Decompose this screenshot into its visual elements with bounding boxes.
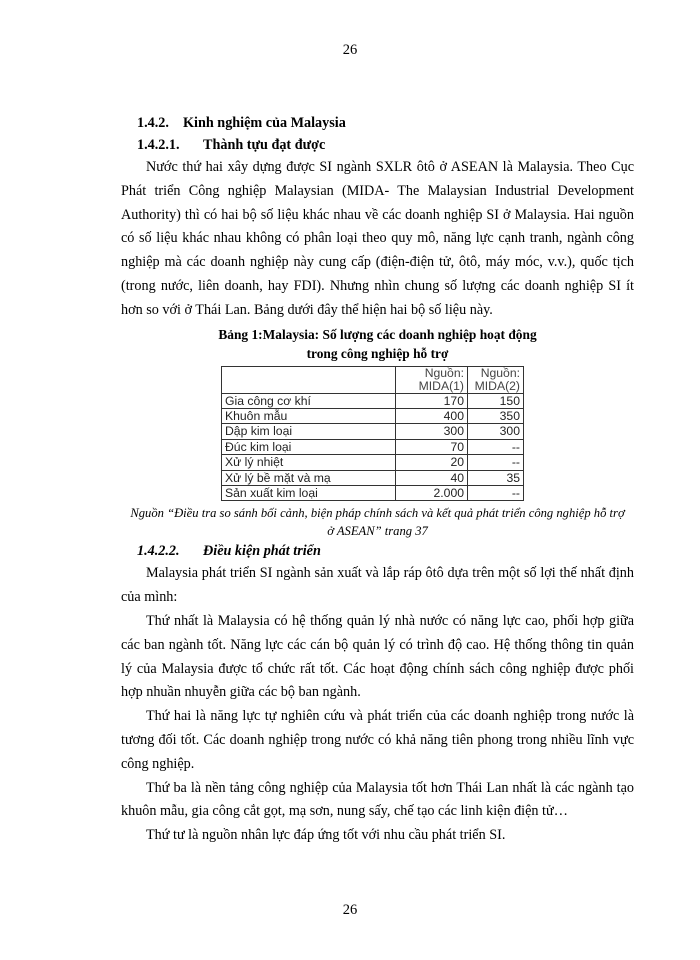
table-row	[222, 408, 524, 423]
footer-page-number: 26	[342, 902, 358, 918]
table-header-col1: Nguồn: MIDA(1)	[396, 366, 468, 393]
row-value-1: 400	[396, 408, 468, 423]
paragraph-2: Malaysia phát triển SI ngành sản xuất và lắp ráp ôtô dựa trên một số lợi thế nhất định của mình:	[121, 565, 634, 606]
section-title: Kinh nghiệm của Malaysia	[183, 115, 346, 131]
row-value-2: 300	[468, 424, 524, 439]
source-note-line-2: ở ASEAN” trang 37	[327, 524, 428, 539]
row-value-2: 350	[468, 408, 524, 423]
table-caption-line-2: trong công nghiệp hỗ trợ	[306, 346, 449, 362]
row-value-1: 2.000	[396, 486, 468, 501]
row-value-1: 170	[396, 393, 468, 408]
paragraph-3: Thứ nhất là Malaysia có hệ thống quản lý nhà nước có năng lực cao, phối hợp giữa các ban ngành tốt. Năng lực các cán bộ quản lý có trình độ cao. Hệ thống thông tin quản lý của Malaysia được tổ chức rất tốt. Các hoạt động chính sách công nghiệp được phối hợp nhuần nhuyễn giữa các bộ ban ngành.	[121, 613, 634, 701]
row-label: Gia công cơ khí	[222, 393, 396, 408]
row-label: Xử lý nhiệt	[222, 455, 396, 470]
row-value-2: --	[468, 455, 524, 470]
row-value-2: --	[468, 439, 524, 454]
subsection-heading-1	[137, 134, 634, 156]
table-header-col2: Nguồn: MIDA(2)	[468, 366, 524, 393]
section-number: 1.4.2.	[137, 115, 169, 131]
table-row	[222, 486, 524, 501]
header-page-number: 26	[342, 42, 358, 58]
subsection-2-title: Điều kiện phát triển	[203, 543, 321, 560]
row-value-1: 300	[396, 424, 468, 439]
row-label: Khuôn mẫu	[222, 408, 396, 423]
subsection-1-number: 1.4.2.1.	[137, 137, 180, 153]
row-label: Dập kim loại	[222, 424, 396, 439]
row-value-1: 20	[396, 455, 468, 470]
paragraph-4: Thứ hai là năng lực tự nghiên cứu và phát triển của các doanh nghiệp trong nước là tương đối tốt. Các doanh nghiệp trong nước có khả năng tiên phong trong nhiều lĩnh vực công nghiệp.	[121, 708, 634, 772]
table-caption	[121, 325, 634, 364]
row-value-1: 70	[396, 439, 468, 454]
row-label: Đúc kim loại	[222, 439, 396, 454]
table-caption-line-1: Bảng 1:Malaysia: Số lượng các doanh nghiệp hoạt động	[218, 326, 537, 342]
data-table	[221, 366, 524, 502]
paragraph-1: Nước thứ hai xây dựng được SI ngành SXLR ôtô ở ASEAN là Malaysia. Theo Cục Phát triển Công nghiệp Malaysian (MIDA- The Malaysian Industrial Development Authority) thì có hai bộ số liệu khác nhau về các doanh nghiệp SI ở Malaysia. Hai nguồn có số liệu khác nhau không có phân loại theo quy mô, năng lực cạnh tranh, ngành công nghiệp mà các doanh nghiệp này cung cấp (điện-điện tử, ôtô, máy móc, v.v.), quốc tịch (trong nước, liên doanh, hay FDI). Nhưng nhìn chung số lượng các doanh nghiệp SI ít hơn so với ở Thái Lan. Bảng dưới đây thể hiện hai bộ số liệu này.	[121, 159, 634, 318]
row-value-2: 35	[468, 470, 524, 485]
subsection-1-title: Thành tựu đạt được	[203, 137, 326, 153]
subsection-heading-2	[137, 540, 634, 562]
table-row	[222, 455, 524, 470]
section-heading	[137, 112, 634, 134]
page-content	[121, 112, 634, 848]
paragraph-5: Thứ ba là nền tảng công nghiệp của Malaysia tốt hơn Thái Lan nhất là các ngành tạo khuôn mẫu, gia công cắt gọt, mạ sơn, nung sấy, chế tạo các linh kiện điện tử…	[121, 779, 634, 820]
row-label: Sản xuất kim loại	[222, 486, 396, 501]
table-row	[222, 424, 524, 439]
table-wrapper	[121, 366, 634, 502]
table-source-note	[105, 504, 650, 540]
table-row	[222, 393, 524, 408]
table-row	[222, 470, 524, 485]
table-row	[222, 439, 524, 454]
row-label: Xử lý bề mặt và mạ	[222, 470, 396, 485]
row-value-1: 40	[396, 470, 468, 485]
paragraph-6: Thứ tư là nguồn nhân lực đáp ứng tốt với nhu cầu phát triển SI.	[146, 827, 506, 844]
table-header-row	[222, 366, 524, 393]
table-header-blank	[222, 366, 396, 393]
subsection-2-number: 1.4.2.2.	[137, 543, 180, 560]
row-value-2: 150	[468, 393, 524, 408]
row-value-2: --	[468, 486, 524, 501]
source-note-line-1: Nguồn “Điều tra so sánh bối cảnh, biện pháp chính sách và kết quả phát triển công nghiệp hỗ trợ	[130, 506, 625, 521]
